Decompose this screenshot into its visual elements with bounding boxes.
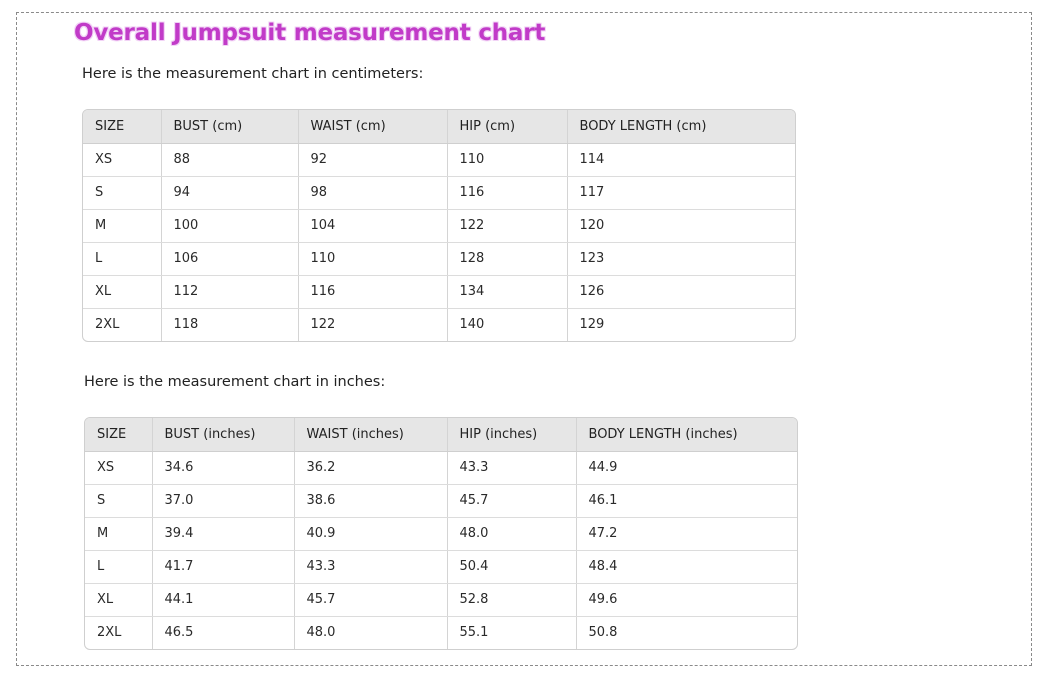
table-cell: 45.7 xyxy=(294,583,447,616)
header-cell: WAIST (cm) xyxy=(298,110,447,143)
cm-measurement-table xyxy=(82,109,796,342)
table-cell: 112 xyxy=(161,275,298,308)
table-cell: 46.5 xyxy=(152,616,294,649)
table-cell: 2XL xyxy=(85,616,152,649)
cm-chart-intro: Here is the measurement chart in centimeters: xyxy=(82,66,424,82)
inch-measurement-table xyxy=(84,417,798,650)
table-cell: 44.1 xyxy=(152,583,294,616)
table-header-row xyxy=(85,418,797,451)
table-cell: 92 xyxy=(298,143,447,176)
table-row xyxy=(83,209,795,242)
table-cell: 49.6 xyxy=(576,583,797,616)
table-cell: 116 xyxy=(447,176,567,209)
table-cell: 34.6 xyxy=(152,451,294,484)
header-cell: HIP (cm) xyxy=(447,110,567,143)
header-cell: WAIST (inches) xyxy=(294,418,447,451)
table-cell: 43.3 xyxy=(294,550,447,583)
table-cell: 36.2 xyxy=(294,451,447,484)
table-cell: 122 xyxy=(298,308,447,341)
table-cell: M xyxy=(85,517,152,550)
table-row xyxy=(85,484,797,517)
table-cell: 110 xyxy=(298,242,447,275)
table-cell: 114 xyxy=(567,143,795,176)
table-cell: 118 xyxy=(161,308,298,341)
table-cell: 116 xyxy=(298,275,447,308)
table-cell: 55.1 xyxy=(447,616,576,649)
table-cell: S xyxy=(85,484,152,517)
table-row xyxy=(83,176,795,209)
table-cell: 41.7 xyxy=(152,550,294,583)
table-cell: 48.4 xyxy=(576,550,797,583)
table-cell: 126 xyxy=(567,275,795,308)
table-row xyxy=(83,308,795,341)
table-header-row xyxy=(83,110,795,143)
header-cell: BUST (cm) xyxy=(161,110,298,143)
header-cell: HIP (inches) xyxy=(447,418,576,451)
header-cell: BODY LENGTH (inches) xyxy=(576,418,797,451)
inch-chart-intro: Here is the measurement chart in inches: xyxy=(84,374,386,390)
table-cell: 98 xyxy=(298,176,447,209)
table-cell: 44.9 xyxy=(576,451,797,484)
table-cell: 39.4 xyxy=(152,517,294,550)
table-row xyxy=(85,451,797,484)
table-cell: 100 xyxy=(161,209,298,242)
table-cell: 40.9 xyxy=(294,517,447,550)
table-cell: 104 xyxy=(298,209,447,242)
table-cell: 123 xyxy=(567,242,795,275)
table-cell: M xyxy=(83,209,161,242)
table-row xyxy=(85,517,797,550)
table-cell: 43.3 xyxy=(447,451,576,484)
header-cell: SIZE xyxy=(85,418,152,451)
table-cell: L xyxy=(83,242,161,275)
header-cell: BUST (inches) xyxy=(152,418,294,451)
table-cell: 2XL xyxy=(83,308,161,341)
table-cell: 128 xyxy=(447,242,567,275)
table-cell: 120 xyxy=(567,209,795,242)
table-cell: 47.2 xyxy=(576,517,797,550)
header-cell: SIZE xyxy=(83,110,161,143)
table-cell: 134 xyxy=(447,275,567,308)
table-row xyxy=(83,242,795,275)
table-cell: 122 xyxy=(447,209,567,242)
table-cell: XL xyxy=(83,275,161,308)
table-cell: 38.6 xyxy=(294,484,447,517)
table-row xyxy=(85,616,797,649)
table-cell: XS xyxy=(83,143,161,176)
table-cell: 37.0 xyxy=(152,484,294,517)
table-cell: 50.4 xyxy=(447,550,576,583)
table-cell: 140 xyxy=(447,308,567,341)
table-cell: 129 xyxy=(579,317,605,333)
table-cell: L xyxy=(85,550,152,583)
table-cell: S xyxy=(83,176,161,209)
table-cell: 50.8 xyxy=(588,625,618,641)
page-title: Overall Jumpsuit measurement chart xyxy=(74,20,546,46)
table-cell: 94 xyxy=(161,176,298,209)
table-cell: 110 xyxy=(447,143,567,176)
table-cell: 46.1 xyxy=(576,484,797,517)
table-cell: 88 xyxy=(161,143,298,176)
table-cell: 45.7 xyxy=(447,484,576,517)
table-cell: 52.8 xyxy=(447,583,576,616)
table-cell: 48.0 xyxy=(294,616,447,649)
table-cell: XS xyxy=(85,451,152,484)
header-cell: BODY LENGTH (cm) xyxy=(567,110,795,143)
table-cell: XL xyxy=(85,583,152,616)
table-cell: 48.0 xyxy=(447,517,576,550)
table-row xyxy=(83,143,795,176)
table-row xyxy=(83,275,795,308)
table-row xyxy=(85,550,797,583)
table-cell: 117 xyxy=(567,176,795,209)
table-row xyxy=(85,583,797,616)
table-cell: 106 xyxy=(161,242,298,275)
